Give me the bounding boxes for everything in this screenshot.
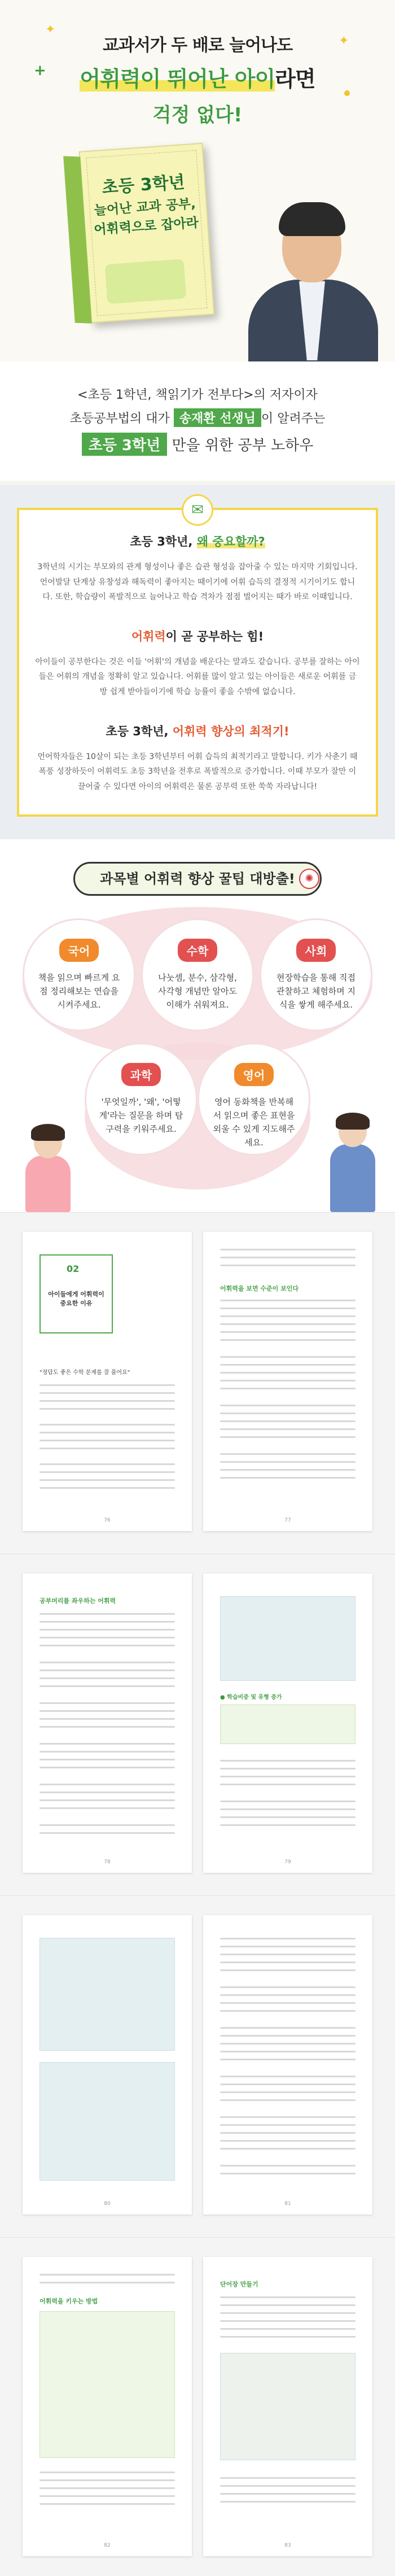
- subject-label-science: 과학: [121, 1063, 161, 1086]
- book-spread-4: [0, 2237, 395, 2576]
- subject-bubble-social: [260, 918, 372, 1031]
- page-subtitle: 어휘력을 보면 수준이 보인다: [220, 1285, 299, 1293]
- page-box-label: ● 학습비중 및 유형 증가: [220, 1694, 282, 1701]
- chapter-number: 02: [67, 1263, 80, 1275]
- page-section-title: 단어장 만들기: [220, 2281, 258, 2289]
- subject-label-math: 수학: [178, 939, 218, 962]
- envelope-icon: ✉: [182, 494, 213, 526]
- author-hair: [279, 202, 345, 236]
- hero-headline: [0, 31, 395, 127]
- grade-tag: 초등 3학년: [82, 433, 168, 456]
- book-page-77: [203, 1232, 372, 1531]
- page-info-box: [40, 2311, 175, 2458]
- section-heading-2-post: 이 곧 공부하는 힘!: [165, 629, 264, 643]
- book-page-82: [23, 2257, 192, 2556]
- intro-line3: [17, 433, 378, 456]
- hero-line3-highlight: 걱정 없다!: [152, 104, 243, 127]
- subject-label-social: 사회: [296, 939, 336, 962]
- star-icon: ✦: [339, 34, 349, 48]
- page-number: 77: [284, 1518, 291, 1524]
- section-body-1: 3학년의 시기는 부모와의 관계 형성이나 좋은 습관 형성을 잡아줄 수 있는 마지막 기회입니다. 언어발달 단계상 유창성과 해독력이 좋아지는 때이기에 어휘 습득의 결정적 시기이기도 합니다. 또한, 학습량이 폭발적으로 늘어나고 학습 격차가 점점 벌어지는 때가 바로 이때입니다.: [37, 563, 358, 602]
- section-heading-1: [35, 533, 360, 550]
- book-title-2: 늘어난 교과 공부,: [93, 196, 196, 219]
- intro-line2-pre: 초등공부법의 대가: [69, 412, 174, 426]
- page-illustration: [40, 2062, 175, 2181]
- intro-line2-post: 이 알려주는: [261, 412, 326, 426]
- page-number: 80: [104, 2201, 111, 2207]
- subject-tip-social: 현장학습을 통해 직접 관찰하고 체험하며 지식을 쌓게 해주세요.: [276, 973, 356, 1010]
- book-cover: [79, 143, 215, 324]
- article-card: [17, 502, 378, 817]
- section-heading-2-highlight: 어휘력: [131, 629, 166, 643]
- book-spread-3: [0, 1895, 395, 2237]
- kid-body: [25, 1156, 71, 1212]
- book-preview-section: [0, 1212, 395, 2576]
- hero-line1: 교과서가 두 배로 늘어나도: [102, 36, 293, 55]
- page-number: 78: [104, 1859, 111, 1865]
- author-name-tag: 송재환 선생님: [174, 408, 261, 427]
- student-boy-illustration: [319, 1110, 387, 1212]
- hero-line3: [0, 99, 395, 127]
- subject-tip-science: '무엇일까', '왜', '어떻게'라는 질문을 하며 탐구력을 키워주세요.: [99, 1097, 183, 1135]
- chapter-title: 아이들에게 어휘력이 중요한 이유: [48, 1291, 104, 1307]
- student-girl-illustration: [14, 1122, 82, 1212]
- book-page-81: [203, 1915, 372, 2215]
- chapter-frame: [40, 1254, 113, 1333]
- subject-tip-math: 나눗셈, 분수, 삼각형, 사각형 개념만 알아도 이해가 쉬워져요.: [158, 973, 237, 1010]
- subject-bubble-korean: [23, 918, 135, 1031]
- subject-tip-korean: 책을 읽으며 빠르게 요점 정리해보는 연습을 시켜주세요.: [38, 973, 120, 1010]
- hero-line2: [0, 62, 395, 93]
- subjects-section: [0, 839, 395, 1212]
- section-heading-3-highlight: 어휘력 향상의 최적기!: [172, 724, 289, 738]
- book-page-79: [203, 1574, 372, 1873]
- kid-hair: [336, 1113, 370, 1130]
- subject-label-english: 영어: [234, 1063, 274, 1086]
- intro-line3-post: 만을 위한 공부 노하우: [167, 437, 314, 454]
- book-page-78: [23, 1574, 192, 1873]
- book-title-3: 어휘력으로 잡아라: [93, 215, 199, 238]
- intro-line1: <초등 1학년, 책읽기가 전부다>의 저자이자: [77, 388, 318, 402]
- section-body-3: 언어학자들은 10살이 되는 초등 3학년부터 어휘 습득의 최적기라고 말합니다. 키가 사춘기 때 폭풍 성장하듯이 어휘력도 초등 3학년을 전후로 폭발적으로 증가합니다. 이때 부모가 잘만 이끌어줄 수 있다면 아이의 어휘력은 물론 공부력 또한 쑥쑥 자라납니다!: [37, 752, 358, 791]
- subject-bubble-math: [141, 918, 254, 1031]
- book-page-83: [203, 2257, 372, 2556]
- book-page-76: [23, 1232, 192, 1531]
- hero-line2-highlight: 어휘력이 뛰어난 아이: [80, 67, 275, 91]
- section-heading-1-pre: 초등 3학년,: [130, 535, 197, 548]
- subject-bubble-science: [85, 1043, 198, 1156]
- section-heading-3: [35, 722, 360, 739]
- page-number: 83: [284, 2543, 291, 2549]
- hero-section: [0, 0, 395, 361]
- page-illustration: [40, 1938, 175, 2051]
- kid-hair: [31, 1124, 65, 1141]
- page-number: 81: [284, 2201, 291, 2207]
- article-section: [0, 485, 395, 839]
- section-heading-2: [35, 627, 360, 644]
- subject-bubble-english: [198, 1043, 310, 1156]
- star-icon: ✦: [45, 23, 56, 37]
- subjects-banner: 과목별 어휘력 향상 꿀팁 대방출!: [73, 862, 322, 896]
- section-heading-3-pre: 초등 3학년,: [106, 724, 173, 738]
- subject-label-korean: 국어: [59, 939, 99, 962]
- page-number: 76: [104, 1518, 111, 1524]
- book-title-1: 초등 3학년: [101, 172, 186, 198]
- lightbulb-icon: ✺: [299, 869, 319, 889]
- kid-body: [330, 1144, 375, 1212]
- subject-tip-english: 영어 동화책을 반복해서 읽으며 좋은 표현을 외울 수 있게 지도해주세요.: [213, 1097, 295, 1148]
- page-number: 82: [104, 2543, 111, 2549]
- section-body-2: 아이들이 공부한다는 것은 이들 '어휘'의 개념을 배운다는 말과도 같습니다. 공부를 잘하는 아이들은 어휘의 개념을 정확히 알고 있습니다. 어휘를 많이 알고 있는 아이들은 새로운 어휘를 금방 쉽게 받아들이기에 학습 능률이 좋을 수밖에 없습니다.: [35, 657, 360, 696]
- book-spread-1: [0, 1212, 395, 1554]
- page-section-title: 공부머리를 좌우하는 어휘력: [40, 1597, 116, 1605]
- plus-icon: +: [34, 62, 46, 79]
- book-page-80: [23, 1915, 192, 2215]
- book-spread-2: [0, 1554, 395, 1895]
- page-number: 79: [284, 1859, 291, 1865]
- page-quote: "정답도 좋은 수학 문제를 잘 풀어요": [40, 1370, 130, 1376]
- section-heading-1-highlight: 왜 중요할까?: [196, 535, 265, 548]
- hero-line2-rest: 라면: [275, 67, 315, 91]
- page-section-title: 어휘력을 키우는 방법: [40, 2298, 98, 2305]
- page-illustration: [220, 1596, 356, 1681]
- page-info-box: [220, 1705, 356, 1744]
- intro-line2: [17, 408, 378, 427]
- page-illustration: [220, 2353, 356, 2460]
- intro-section: [0, 361, 395, 485]
- book-illustration: [105, 259, 187, 304]
- author-photo: [243, 186, 384, 361]
